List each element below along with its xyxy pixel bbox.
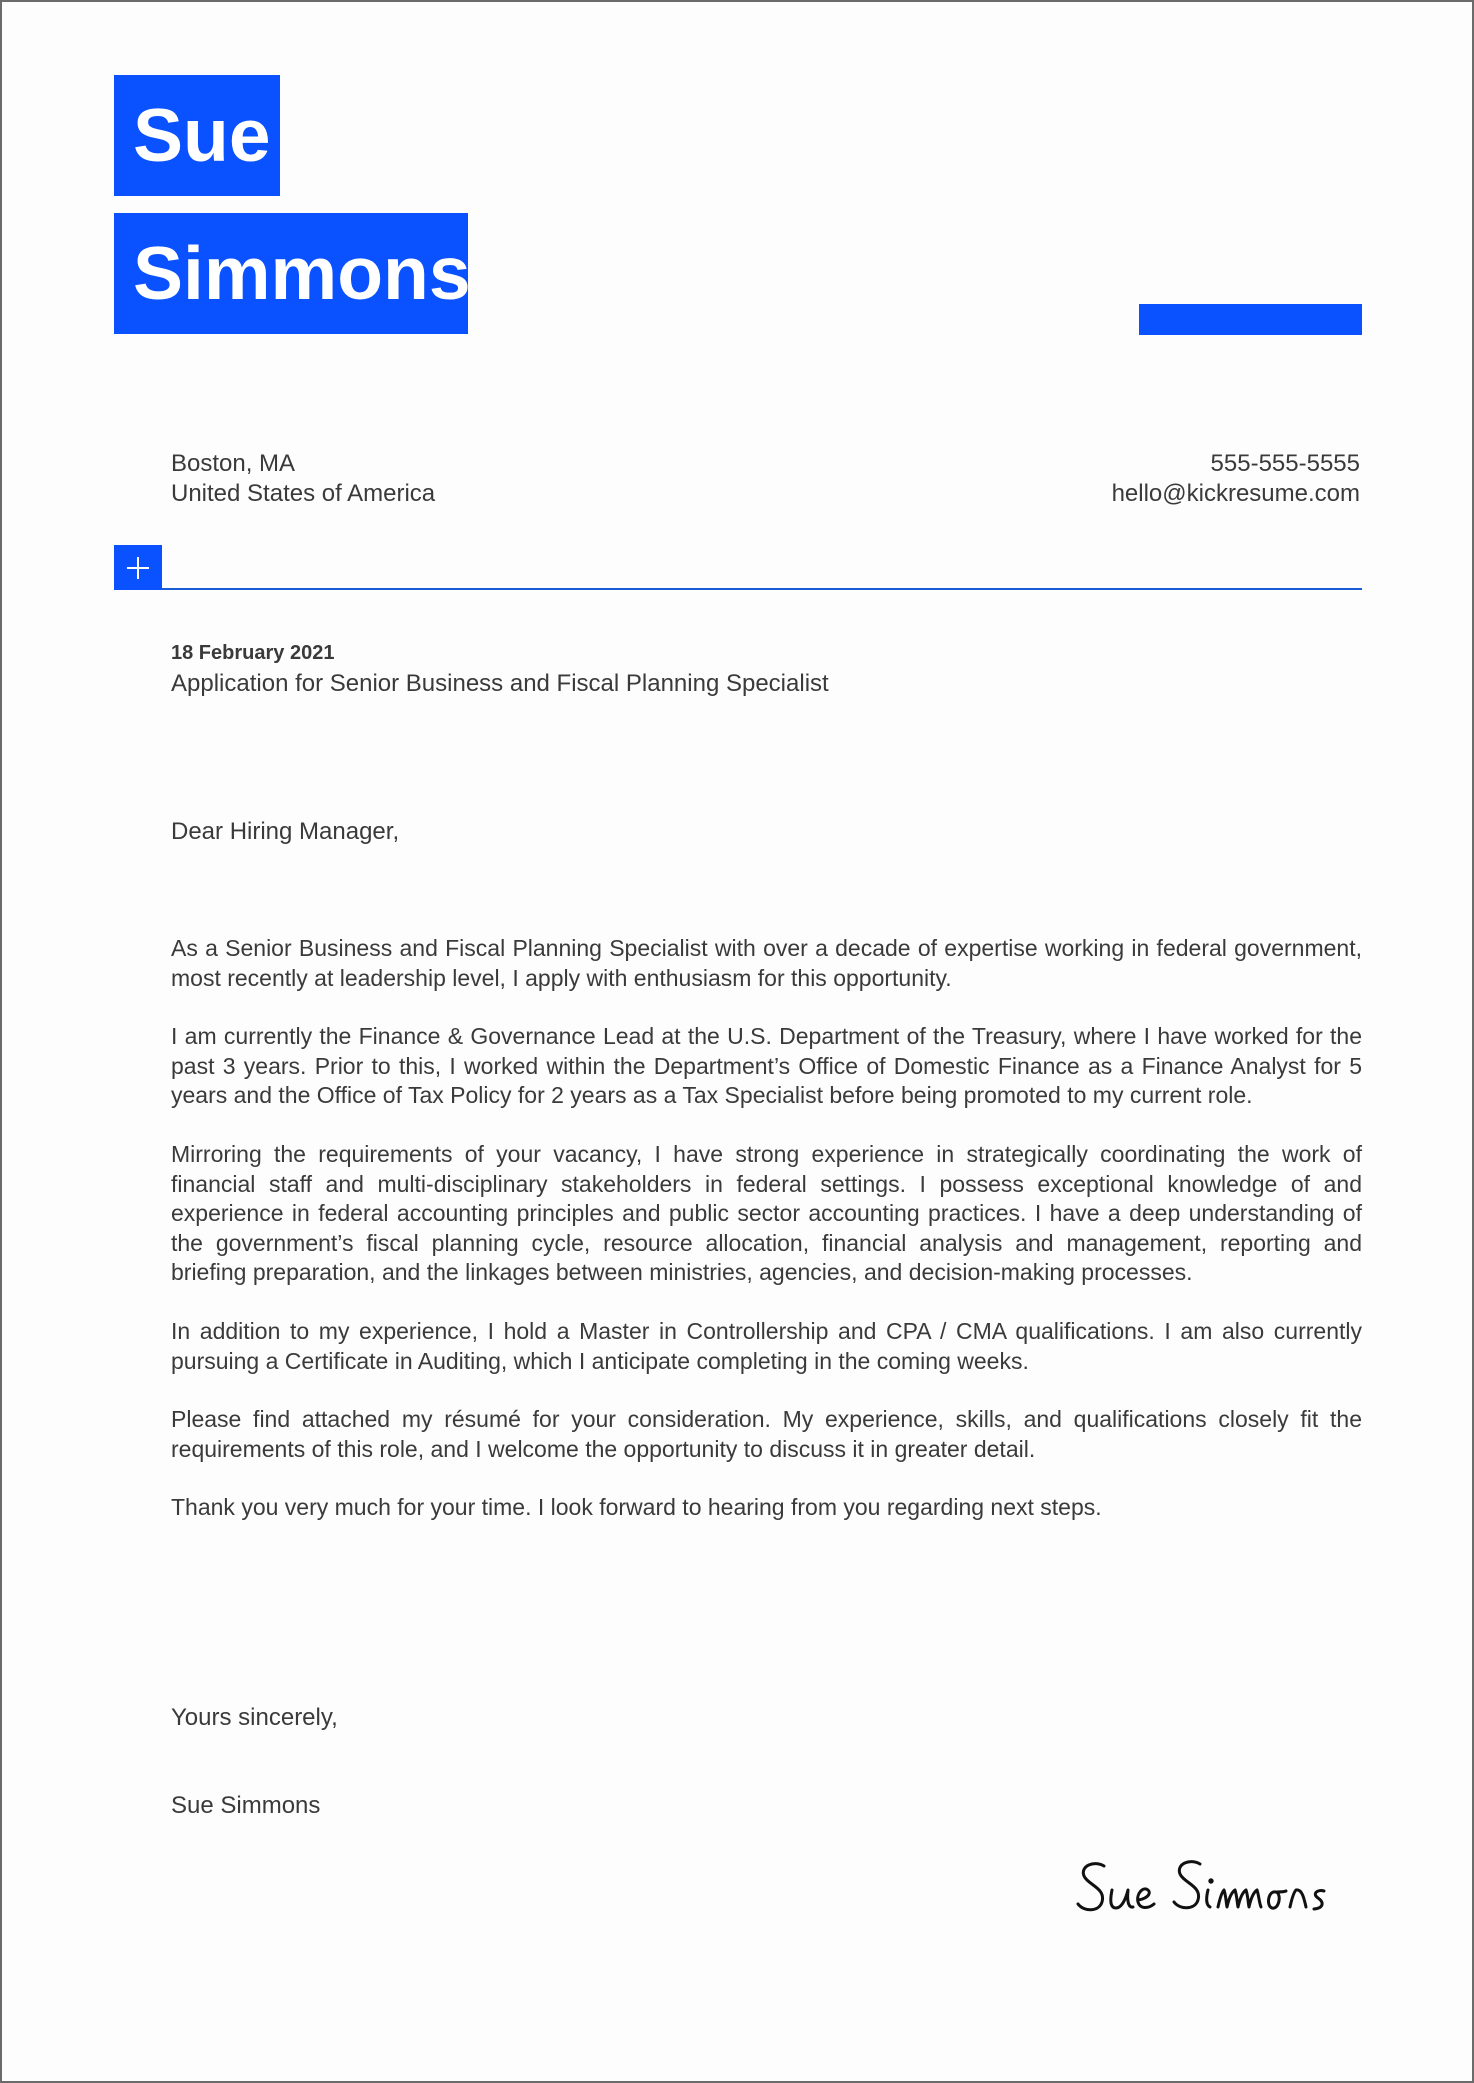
accent-bar: [1139, 304, 1362, 335]
section-divider: [162, 588, 1362, 590]
body-paragraph: Mirroring the requirements of your vacancy, I have strong experience in strategically coordinating the work of financial staff and multi-disciplinary stakeholders in federal settings. I possess exceptional knowledge of and experience in federal accounting principles and public sector accounting practices. I have a deep understanding of the government’s fiscal planning cycle, resource allocation, financial analysis and management, reporting and briefing preparation, and the linkages between ministries, agencies, and decision-making processes.: [171, 1140, 1362, 1286]
body-paragraph: As a Senior Business and Fiscal Planning Specialist with over a decade of expertise working in federal government, most recently at leadership level, I apply with enthusiasm for this opportunity.: [171, 935, 1362, 991]
last-name-block: [114, 213, 471, 334]
country: United States of America: [171, 480, 436, 507]
letter-body: [171, 934, 1362, 1552]
phone: 555-555-5555: [1210, 450, 1360, 477]
handwritten-signature: [1072, 1852, 1362, 1932]
salutation: Dear Hiring Manager,: [171, 818, 400, 845]
body-paragraph: Thank you very much for your time. I look forward to hearing from you regarding next steps.: [171, 1494, 1102, 1521]
city: Boston, MA: [171, 450, 296, 477]
letter-date: 18 February 2021: [171, 642, 335, 664]
plus-icon: [114, 545, 162, 590]
email: hello@kickresume.com: [1111, 480, 1360, 507]
body-paragraph: I am currently the Finance & Governance Lead at the U.S. Department of the Treasury, where I have worked for the past 3 years. Prior to this, I worked within the Department’s Office of Domestic Finance as a Finance Analyst for 5 years and the Office of Tax Policy for 2 years as a Tax Specialist before being promoted to my current role.: [171, 1023, 1362, 1109]
address-block: [171, 449, 435, 509]
last-name: Simmons: [133, 231, 471, 315]
body-paragraph: Please find attached my résumé for your consideration. My experience, skills, and qualifications closely fit the requirements of this role, and I welcome the opportunity to discuss it in greater detail.: [171, 1406, 1362, 1462]
first-name: Sue: [133, 93, 271, 177]
contact-block: [1112, 449, 1360, 509]
body-paragraph: In addition to my experience, I hold a Master in Controllership and CPA / CMA qualifications. I am also currently pursuing a Certificate in Auditing, which I anticipate completing in the coming weeks.: [171, 1317, 1362, 1374]
signed-name: Sue Simmons: [171, 1792, 321, 1819]
closing: Yours sincerely,: [171, 1704, 338, 1731]
letter-subject: Application for Senior Business and Fiscal Planning Specialist: [171, 670, 829, 697]
first-name-block: [114, 75, 280, 196]
